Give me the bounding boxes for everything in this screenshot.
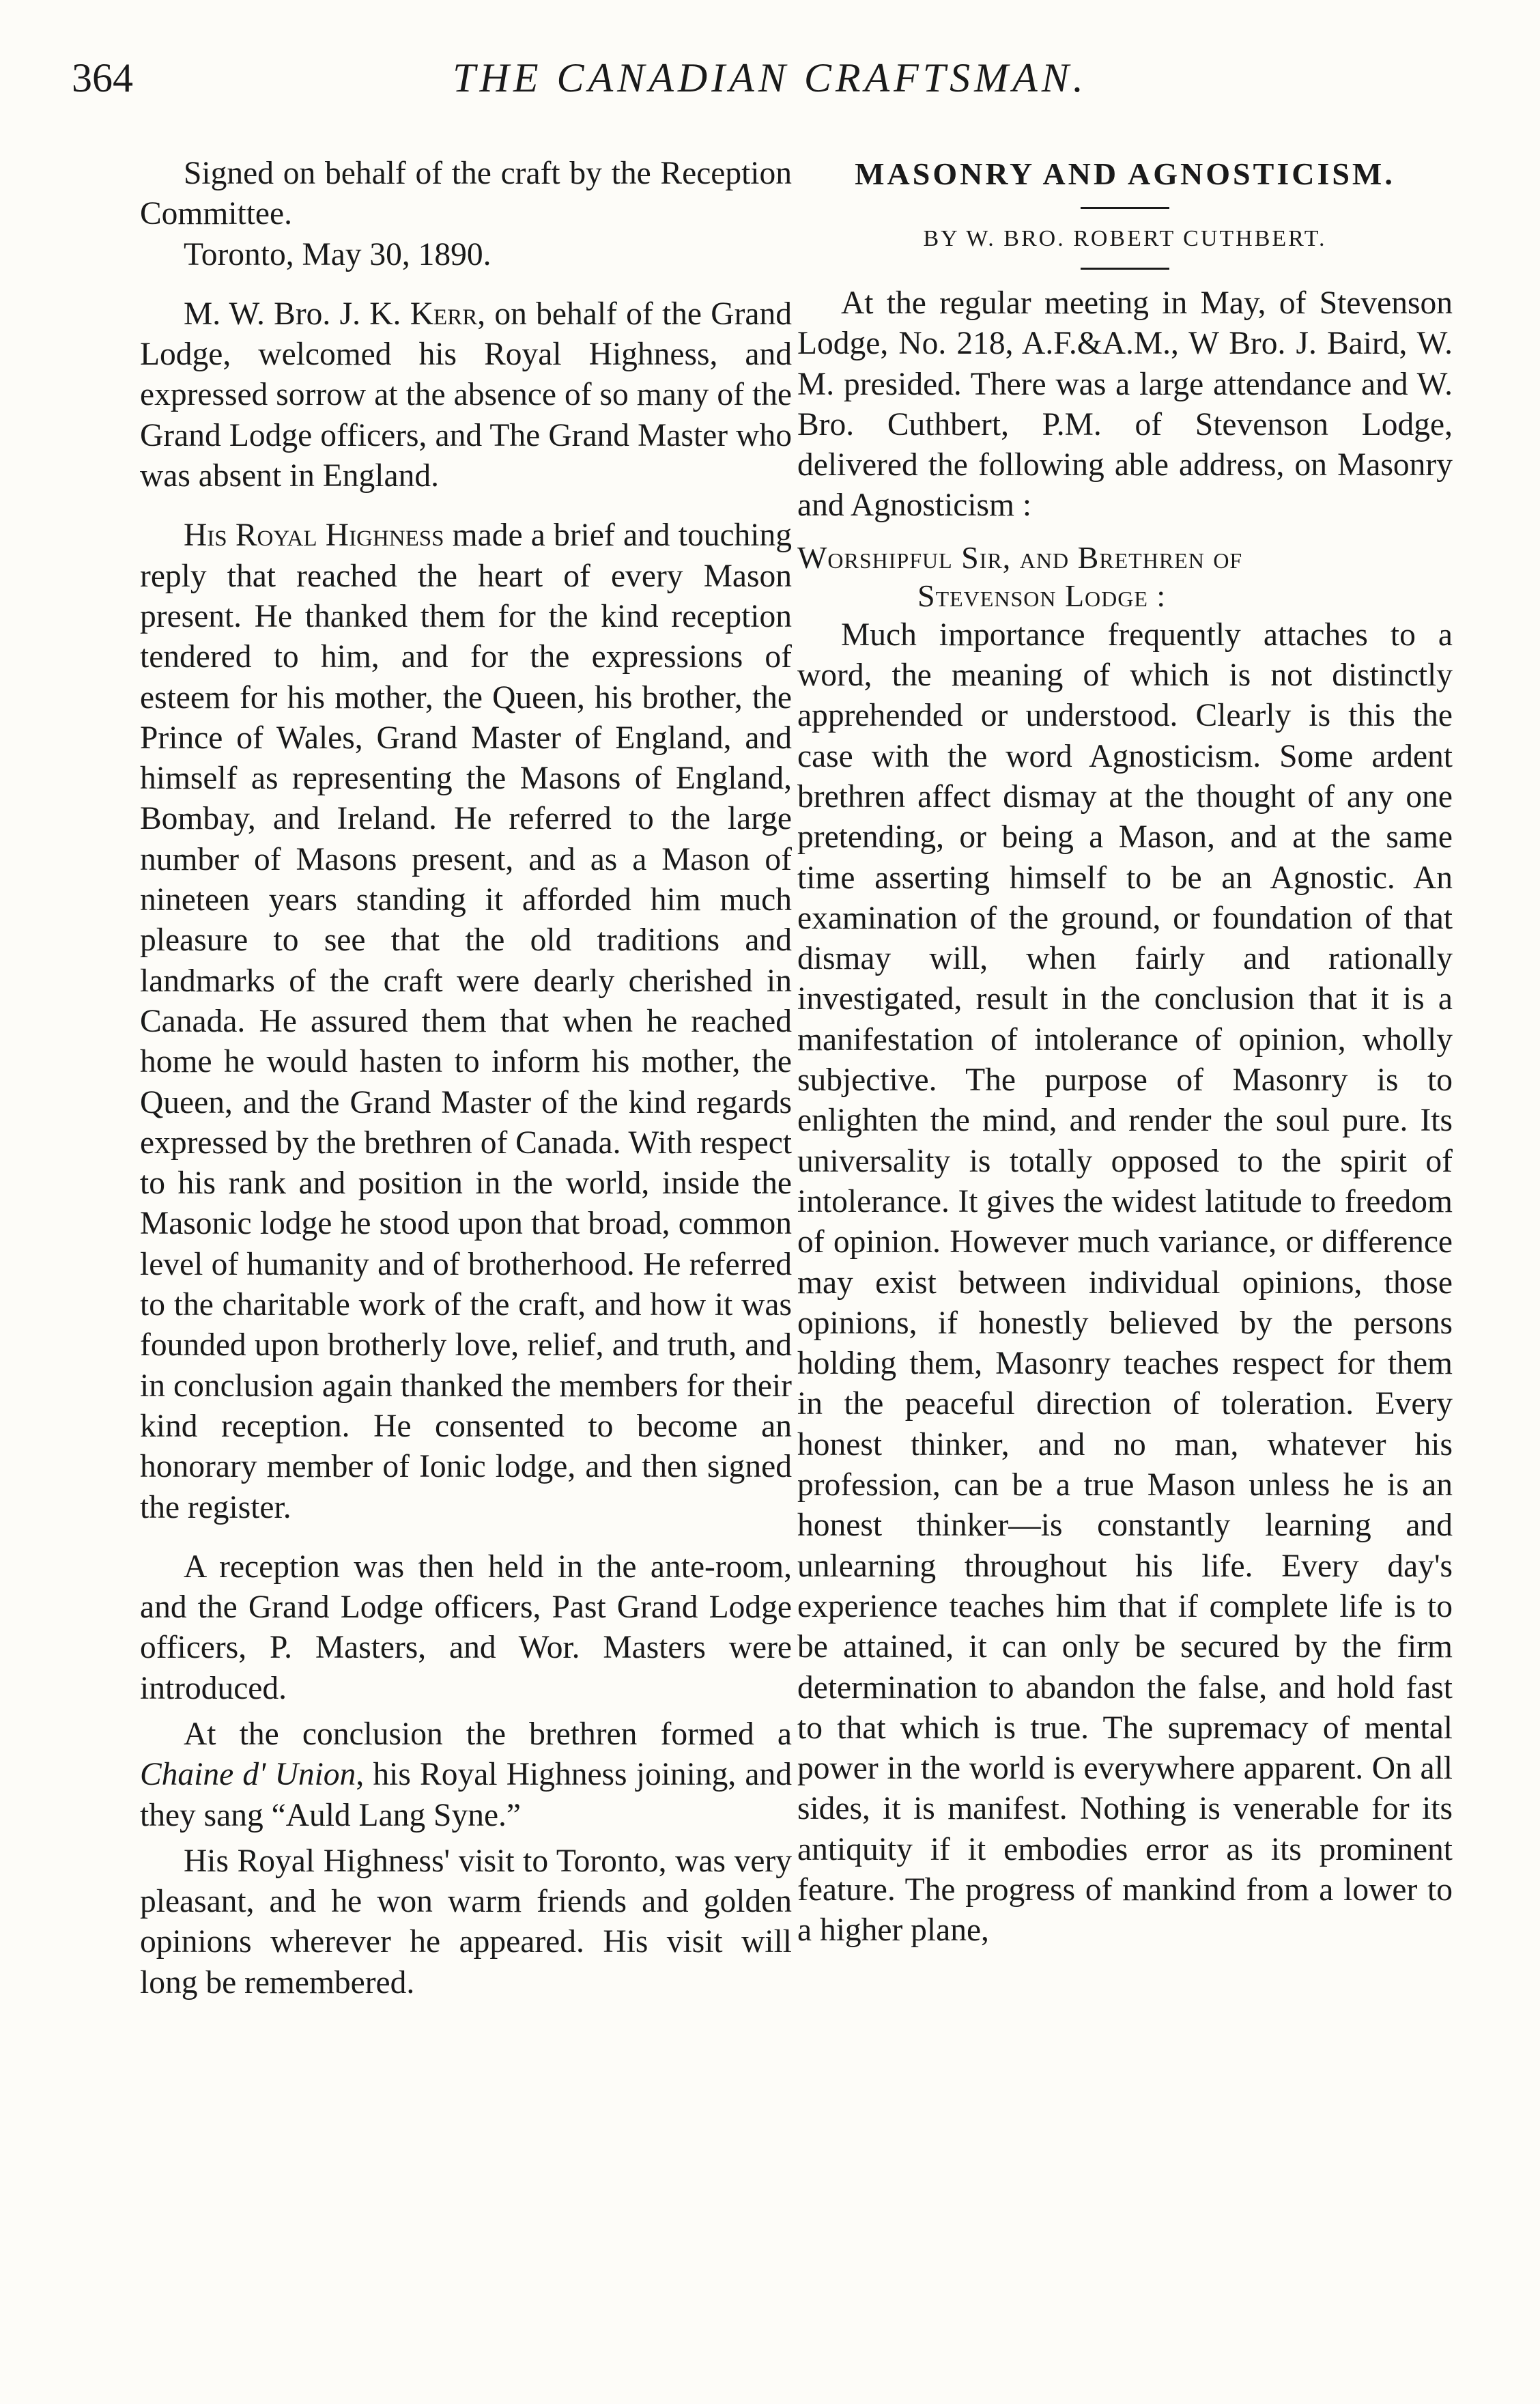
kerr-name: Kerr <box>410 296 478 332</box>
left-column <box>140 154 792 2003</box>
chaine-lead: At the conclusion the brethren formed a <box>184 1716 792 1752</box>
article-byline: BY W. BRO. ROBERT CUTHBERT. <box>923 226 1327 251</box>
page-number: 364 <box>72 55 133 100</box>
salutation <box>797 539 1453 615</box>
meeting-paragraph: At the regular meeting in May, of Stevenson Lodge, No. 218, A.F.&A.M., W Bro. J. Baird, W. M. presided. There was a large attendance and W. Bro. Cuthbert, P.M. of Stevenson Lodge, delivered the following able address, on Masonry and Agnosticism : <box>797 285 1453 524</box>
royal-highness-reply-paragraph <box>140 515 792 1527</box>
title-rule <box>1081 207 1169 209</box>
page-header <box>72 41 1468 116</box>
article-title: MASONRY AND AGNOSTICISM. <box>855 156 1395 191</box>
byline-rule <box>1081 268 1169 270</box>
royal-highness-lead: His Royal Highness <box>184 518 444 554</box>
chaine-union-paragraph <box>140 1714 792 1836</box>
reception-committee-paragraph: Signed on behalf of the craft by the Reception Committee. <box>140 156 792 232</box>
visit-paragraph: His Royal Highness' visit to Toronto, was very pleasant, and he won warm friends and golden opinions wherever he appeared. His visit will long be remembered. <box>140 1843 792 2000</box>
kerr-lead: M. W. Bro. J. K. <box>184 296 410 332</box>
dateline: Toronto, May 30, 1890. <box>184 236 491 272</box>
kerr-rest: , on behalf of the Grand Lodge, welcomed his Royal Highness, and expressed sorrow at the absence of so many of the Grand Lodge officers, and The Grand Master who was absent in England. <box>140 296 793 494</box>
salutation-line-1: Worshipful Sir, and Brethren of <box>797 539 1243 575</box>
agnosticism-paragraph: Much importance frequently attaches to a word, the meaning of which is not distinctly apprehended or understood. Clearly is this the case with the word Agnosticism. Some ardent brethren affect dismay at the thought of any one pretending, or being a Mason, and at the same time asserting himself to be an Agnostic. An examination of the ground, or foundation of that dismay will, when fairly and rationally investigated, result in the conclusion that it is a manifestation of intolerance of opinion, wholly subjective. The purpose of Masonry is to enlighten the mind, and render the soul pure. Its universality is totally opposed to the spirit of intolerance. It gives the widest latitude to freedom of opinion. However much variance, or difference may exist between individual opinions, those opinions, if honestly believed by the persons holding them, Masonry teaches respect for them in the peaceful direction of toleration. Every honest thinker, and no man, whatever his profession, can be a true Mason unless he is an honest thinker—is constantly learning and unlearning throughout his life. Every day's experience teaches him that if complete life is to be attained, it can only be secured by the firm determination to abandon the false, and hold fast to that which is true. The supremacy of mental power in the world is everywhere apparent. On all sides, it is manifest. Nothing is venerable for its antiquity if it embodies error as its prominent feature. The progress of mankind from a lower to a higher plane, <box>797 617 1453 1949</box>
chaine-italic: Chaine d' Union <box>140 1757 356 1793</box>
salutation-line-2: Stevenson Lodge : <box>917 578 1167 613</box>
reception-paragraph: A reception was then held in the ante-room, and the Grand Lodge officers, Past Grand Lodge officers, P. Masters, and Wor. Masters were introduced. <box>140 1549 792 1706</box>
kerr-welcome-paragraph <box>140 294 792 496</box>
right-column <box>797 154 1453 1951</box>
running-title: THE CANADIAN CRAFTSMAN. <box>453 55 1087 100</box>
royal-highness-rest: made a brief and touching reply that reached the heart of every Mason present. He thanked them for the kind reception tendered to him, and for the expressions of esteem for his mother, the Queen, his brother, the Prince of Wales, Grand Master of England, and himself as representing the Masons of England, Bombay, and Ireland. He referred to the large number of Masons present, and as a Mason of nineteen years standing it afforded him much pleasure to see that the old traditions and landmarks of the craft were dearly cherished in Canada. He assured them that when he reached home he would hasten to inform his mother, the Queen, and the Grand Master of the kind regards expressed by the brethren of Canada. With respect to his rank and position in the world, inside the Masonic lodge he stood upon that broad, common level of humanity and of brotherhood. He referred to the charitable work of the craft, and how it was founded upon brotherly love, relief, and truth, and in conclusion again thanked the members for their kind reception. He consented to become an honorary member of Ionic lodge, and then signed the register. <box>140 518 792 1525</box>
chaine-rest: , his Royal Highness joining, and they sang “Auld Lang Syne.” <box>140 1757 793 1833</box>
